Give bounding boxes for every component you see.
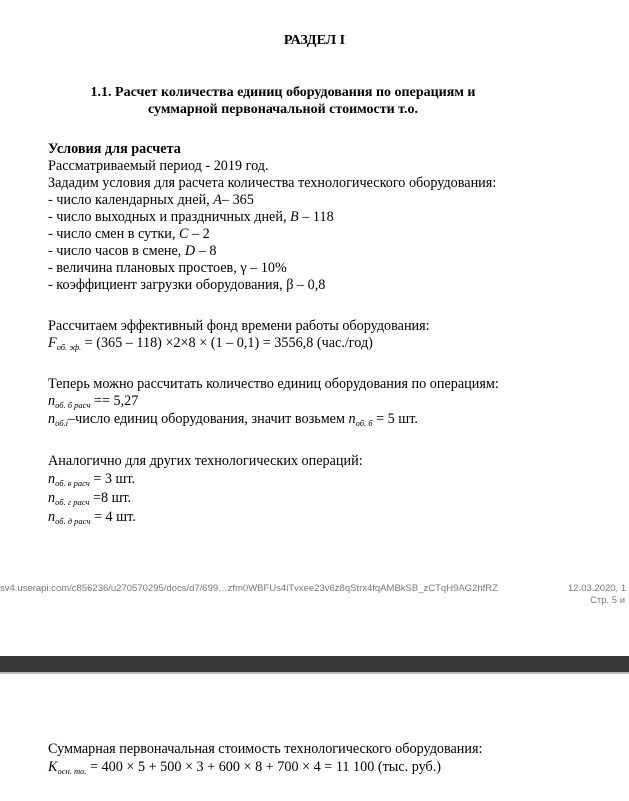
page-divider bbox=[0, 656, 629, 672]
other-row: $n_{об. д расч} = 4$ шт. bbox=[48, 509, 136, 526]
condition-item: - величина плановых простоев, γ – 10% bbox=[48, 260, 287, 276]
condition-item: - число часов в смене, D – 8 bbox=[48, 243, 217, 259]
condition-item: - число смен в сутки, C – 2 bbox=[48, 226, 210, 242]
other-intro: Аналогично для других технологических операций: bbox=[48, 453, 363, 469]
condition-item: - коэффициент загрузки оборудования, β – 0,8 bbox=[48, 277, 326, 293]
count-conclusion: $n_{об.i}$–число единиц оборудования, значит возьмем $n_{об. б} = 5$ шт. bbox=[48, 411, 418, 428]
conditions-intro: Зададим условия для расчета количества технологического оборудования: bbox=[48, 175, 497, 191]
heading-line-1: 1.1. Расчет количества единиц оборудования по операциям и bbox=[90, 85, 476, 100]
period-text: Рассматриваемый период - 2019 год. bbox=[48, 158, 269, 174]
heading-line-2: суммарной первоначальной стоимости т.о. bbox=[148, 102, 418, 117]
condition-item: - число календарных дней, A– 365 bbox=[48, 192, 254, 208]
total-formula: $K_{осн. то.} = 400 \times 5 + 500 \times 3 + 600 \times 8 + 700 \times 4 = 11$ 100 (тыс. руб.) bbox=[48, 759, 442, 776]
fund-intro: Рассчитаем эффективный фонд времени работы оборудования: bbox=[48, 318, 430, 334]
count-intro: Теперь можно рассчитать количество единиц оборудования по операциям: bbox=[48, 376, 499, 392]
print-footer-url: sv4.userapi.com/c856236/u270570295/docs/d7/699…zfm0WBFUs4iTvxee23v6z8qStrx4fqAMBkSB_zCTqH9AG2hfRZ bbox=[0, 583, 498, 594]
other-row: $n_{об. г расч} =8$ шт. bbox=[48, 490, 132, 507]
conditions-title: Условия для расчета bbox=[48, 141, 181, 157]
page-divider-shadow bbox=[0, 672, 629, 674]
other-row: $n_{об. в расч} = 3$ шт. bbox=[48, 471, 136, 488]
fund-formula: $F_{об. эф.} = (365 - 118) \times 2\times 8 \times (1 - 0,1) = 3556,8$ (час./год) bbox=[48, 335, 373, 352]
count-formula: $n_{об. б расч} == 5,27$ bbox=[48, 393, 139, 410]
section-title: РАЗДЕЛ I bbox=[283, 33, 346, 48]
print-footer-page: Стр. 5 и bbox=[590, 595, 626, 606]
condition-item: - число выходных и праздничных дней, B – 118 bbox=[48, 209, 334, 225]
total-intro: Суммарная первоначальная стоимость технологического оборудования: bbox=[48, 741, 483, 757]
print-footer-date: 12.03.2020, 1 bbox=[568, 583, 627, 594]
